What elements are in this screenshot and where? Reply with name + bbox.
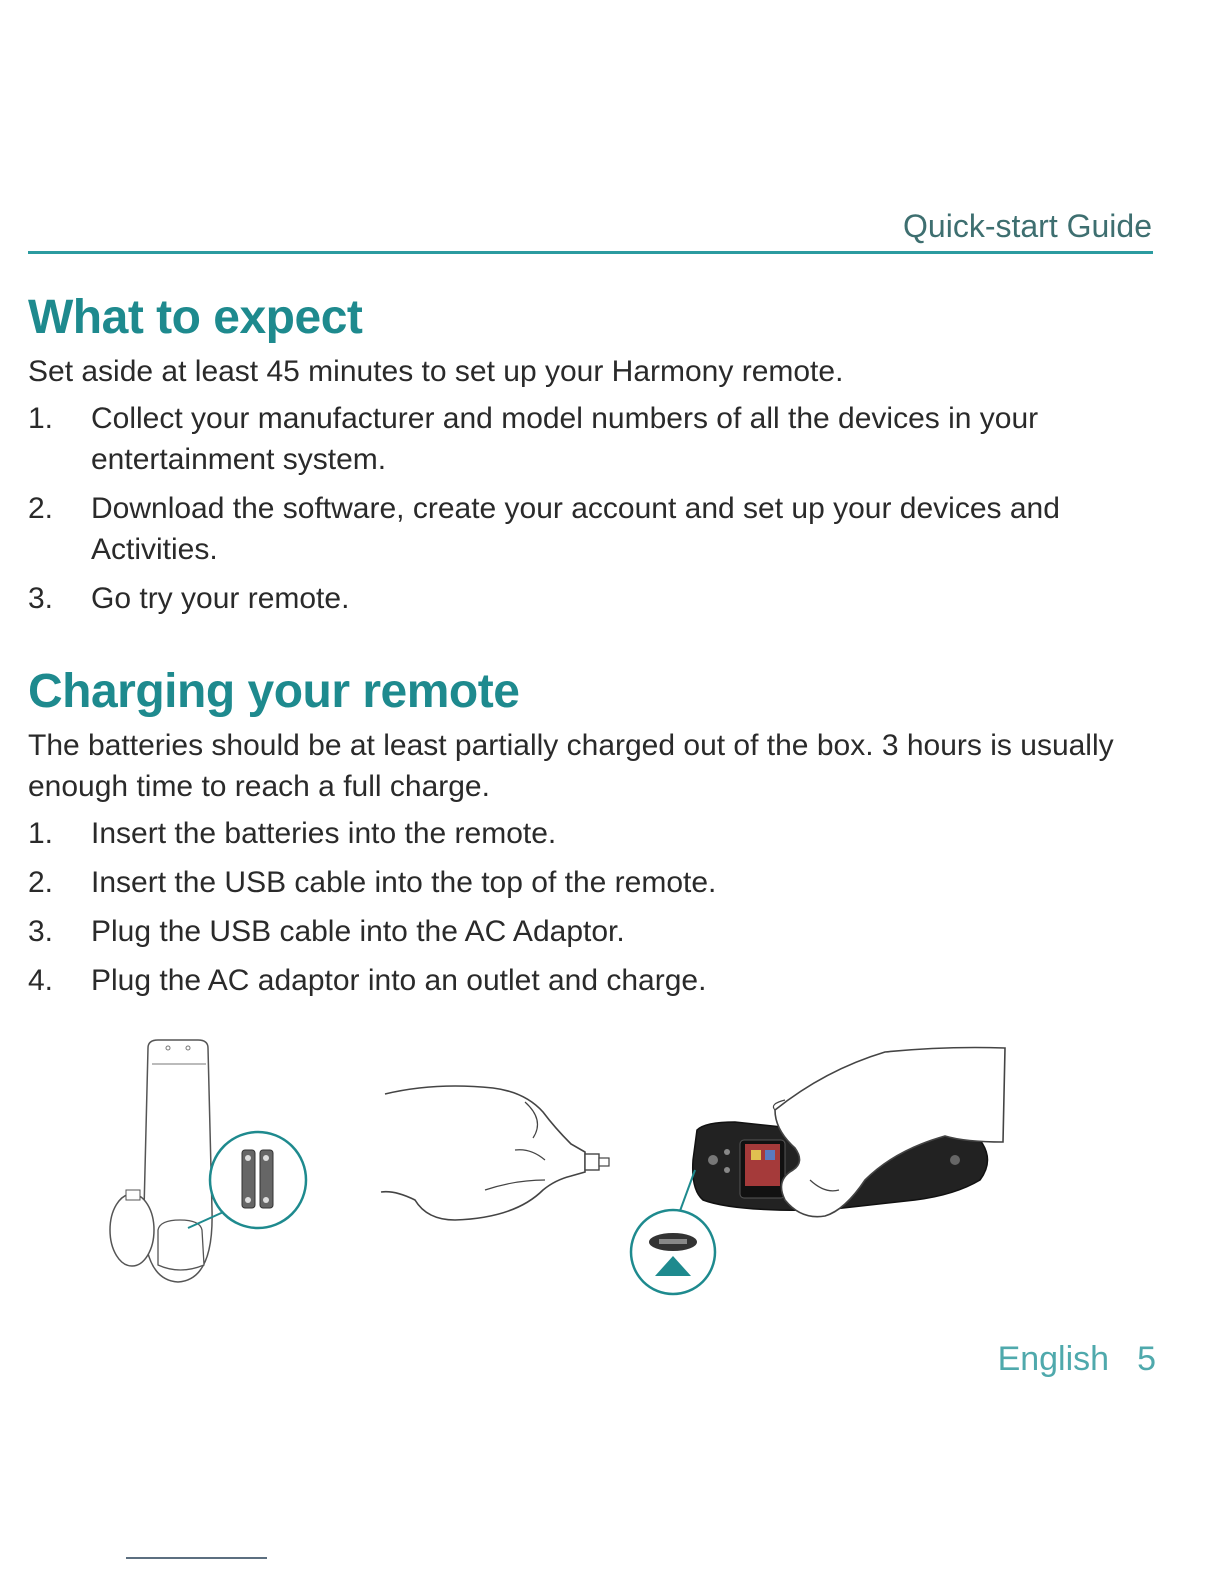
usb-port-illustration bbox=[625, 1030, 1025, 1300]
section-intro: Set aside at least 45 minutes to set up your Harmony remote. bbox=[28, 355, 844, 388]
section-intro: The batteries should be at least partially charged out of the box. 3 hours is usually enough time to reach a full charge. bbox=[28, 729, 1114, 803]
list-item bbox=[28, 578, 1168, 619]
list-item bbox=[28, 488, 1111, 570]
step-number: 1. bbox=[28, 817, 54, 850]
footer-language: English bbox=[997, 1340, 1110, 1378]
section-charging bbox=[28, 664, 1168, 1009]
section-heading: Charging your remote bbox=[28, 665, 520, 718]
steps-list bbox=[28, 813, 1168, 1001]
charging-illustrations bbox=[0, 1030, 1224, 1310]
header-rule bbox=[28, 251, 1153, 254]
list-item bbox=[28, 862, 1168, 903]
step-text: Insert the USB cable into the top of the remote. bbox=[91, 866, 717, 899]
section-what-to-expect bbox=[28, 290, 1168, 627]
steps-list bbox=[28, 398, 1168, 619]
battery-insertion-illustration bbox=[100, 1030, 320, 1295]
step-number: 3. bbox=[28, 915, 54, 948]
footer-divider bbox=[126, 1557, 267, 1559]
step-number: 1. bbox=[28, 402, 54, 435]
step-text: Plug the USB cable into the AC Adaptor. bbox=[91, 915, 625, 948]
running-header: Quick-start Guide bbox=[903, 208, 1152, 244]
step-text: Download the software, create your account and set up your devices and Activities. bbox=[91, 492, 1060, 566]
step-number: 2. bbox=[28, 866, 54, 899]
page-footer bbox=[998, 1340, 1156, 1379]
list-item bbox=[28, 813, 1168, 854]
step-text: Collect your manufacturer and model numbers of all the devices in your entertainment system. bbox=[91, 402, 1039, 476]
step-text: Go try your remote. bbox=[91, 582, 350, 615]
step-text: Insert the batteries into the remote. bbox=[91, 817, 557, 850]
section-heading: What to expect bbox=[28, 291, 363, 344]
list-item bbox=[28, 960, 1168, 1001]
page-number: 5 bbox=[1137, 1340, 1156, 1378]
list-item bbox=[28, 911, 1168, 952]
step-text: Plug the AC adaptor into an outlet and charge. bbox=[91, 964, 707, 997]
step-number: 3. bbox=[28, 582, 54, 615]
step-number: 4. bbox=[28, 964, 54, 997]
step-number: 2. bbox=[28, 492, 54, 525]
list-item bbox=[28, 398, 1091, 480]
usb-insertion-illustration bbox=[375, 1030, 625, 1230]
